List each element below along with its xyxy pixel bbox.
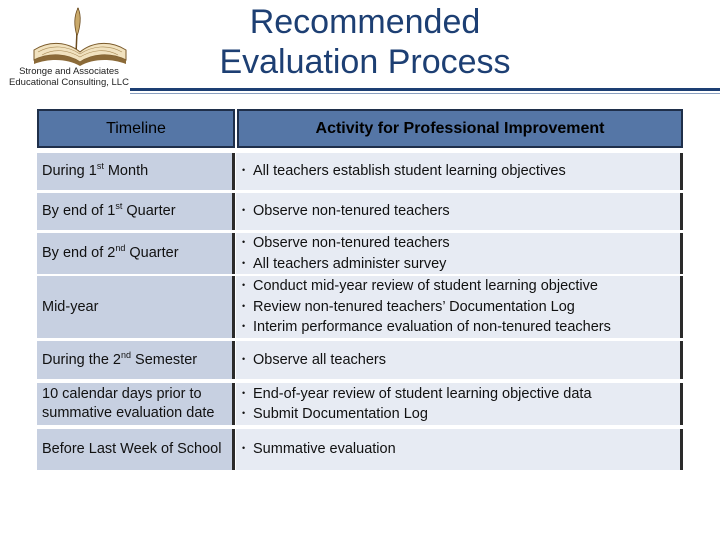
open-book-icon: [30, 6, 130, 68]
logo-text: Stronge and Associates Educational Consulting, LLC: [9, 66, 129, 88]
timeline-cell: By end of 2nd Quarter: [37, 233, 235, 274]
timeline-cell: During 1st Month: [37, 153, 235, 190]
activity-item: • End-of-year review of student learning objective data: [242, 385, 592, 402]
title-line-2: Evaluation Process: [219, 43, 511, 81]
timeline-cell: Before Last Week of School: [37, 429, 235, 470]
header-timeline: Timeline: [37, 109, 235, 148]
activity-item: • Review non-tenured teachers’ Documentation Log: [242, 298, 575, 315]
activity-item: • Observe non-tenured teachers: [242, 235, 450, 251]
timeline-cell: During the 2nd Semester: [37, 341, 235, 379]
activity-cell: [236, 341, 683, 379]
table-row: [37, 233, 683, 274]
title-line-1: Recommended: [249, 3, 481, 41]
activity-cell: [236, 429, 683, 470]
activity-cell: [236, 193, 683, 230]
activity-item: • Conduct mid-year review of student learning objective: [242, 278, 598, 295]
page-title: [200, 2, 530, 82]
header-activity: Activity for Professional Improvement: [237, 109, 683, 148]
title-divider: [130, 88, 720, 91]
activity-cell: [236, 233, 683, 274]
table-row: [37, 276, 683, 338]
activity-cell: [236, 153, 683, 190]
table-row: [37, 429, 683, 470]
timeline-cell: By end of 1st Quarter: [37, 193, 235, 230]
activity-item: • Submit Documentation Log: [242, 406, 428, 422]
activity-cell: [236, 276, 683, 338]
activity-cell: [236, 383, 683, 425]
activity-item: • All teachers establish student learning objectives: [242, 163, 566, 180]
activity-item: • Summative evaluation: [242, 441, 396, 458]
timeline-cell: 10 calendar days prior to summative evaluation date: [37, 383, 235, 425]
table-row: [37, 383, 683, 425]
timeline-cell: Mid-year: [37, 276, 235, 338]
activity-item: • Observe non-tenured teachers: [242, 203, 450, 220]
company-logo: [8, 6, 130, 98]
table-row: [37, 341, 683, 379]
table-row: [37, 153, 683, 190]
activity-item: • All teachers administer survey: [242, 255, 447, 272]
activity-item: • Observe all teachers: [242, 351, 386, 368]
activity-item: • Interim performance evaluation of non-tenured teachers: [242, 319, 611, 336]
title-divider-thin: [130, 93, 720, 94]
table-row: [37, 193, 683, 230]
